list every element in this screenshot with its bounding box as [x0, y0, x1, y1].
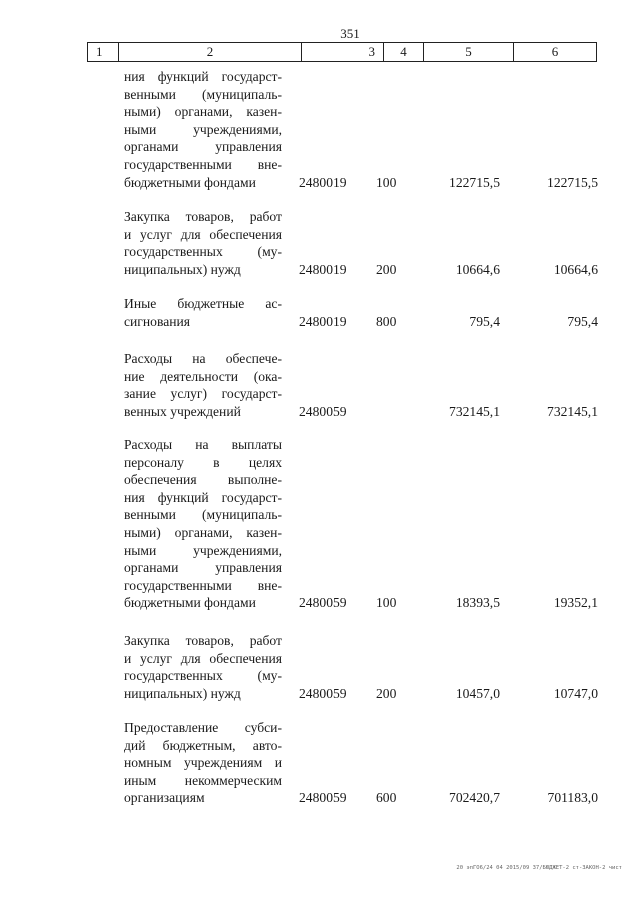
row-description [124, 350, 282, 420]
row-amount-col5: 10664,6 [455, 261, 500, 277]
row-amount-col5: 795,4 [469, 313, 500, 329]
column-header-row [87, 42, 597, 62]
row-expense-type: 200 [376, 261, 397, 277]
row-code: 2480019 [299, 174, 347, 190]
column-header-2: 2 [119, 43, 302, 61]
row-description-line: государственных (му- [124, 244, 282, 260]
row-description-line: государственными вне- [124, 577, 282, 593]
row-description-line: ния функций государст- [124, 489, 282, 505]
row-amount-col6: 701183,0 [547, 790, 598, 806]
row-code: 2480059 [299, 685, 347, 701]
row-description-line: и услуг для обеспечения [124, 650, 282, 666]
column-header-4: 4 [384, 43, 424, 61]
row-description-line: Предоставление субси- [124, 720, 282, 735]
row-description-line: ными) органами, казен- [124, 524, 282, 540]
row-expense-type: 800 [376, 313, 397, 329]
row-amount-col6: 19352,1 [553, 595, 598, 611]
row-description [124, 436, 282, 612]
row-expense-type: 600 [376, 790, 397, 806]
row-description [124, 295, 282, 330]
row-description-line: сигнования [124, 313, 191, 329]
row-code: 2480059 [299, 790, 347, 806]
footer-stamp: 20 эпГО6/24 04 2015/09 37/БЮДЖЕТ-2 ст-ЗАКОН-2 чист [456, 865, 622, 871]
row-amount-col6: 795,4 [567, 313, 598, 329]
row-description-line: дий бюджетным, авто- [124, 737, 282, 753]
row-description-line: венными (муниципаль- [124, 86, 282, 102]
row-amount-col6: 122715,5 [547, 174, 598, 190]
row-description-line: обеспечения выполне- [124, 472, 282, 488]
column-header-3: 3 [302, 43, 384, 61]
row-code: 2480059 [299, 595, 347, 611]
row-description [124, 719, 282, 807]
row-amount-col5: 18393,5 [455, 595, 500, 611]
row-description-line: Расходы на обеспече- [124, 351, 282, 366]
row-description-line: номным учреждениям и [124, 755, 282, 771]
row-description-line: ными учреждениями, [124, 542, 282, 558]
row-description-line: зание услуг) государст- [124, 386, 282, 402]
row-description-line: иным некоммерческим [124, 772, 282, 788]
row-description-line: ниципальных) нужд [124, 685, 241, 701]
row-description-line: ными) органами, казен- [124, 104, 282, 120]
row-description-line: и услуг для обеспечения [124, 226, 282, 242]
row-description-line: персоналу в целях [124, 454, 282, 470]
row-amount-col6: 10664,6 [553, 261, 598, 277]
row-description-line: Иные бюджетные ас- [124, 296, 282, 311]
row-description-line: ния функций государст- [124, 69, 282, 84]
row-amount-col5: 732145,1 [449, 403, 500, 419]
row-amount-col6: 732145,1 [547, 403, 598, 419]
row-amount-col5: 702420,7 [449, 790, 500, 806]
row-description-line: Расходы на выплаты [124, 437, 282, 452]
row-description-line: ние деятельности (ока- [124, 368, 282, 384]
row-code: 2480059 [299, 403, 347, 419]
row-amount-col5: 10457,0 [455, 685, 500, 701]
row-expense-type: 100 [376, 595, 397, 611]
row-description-line: государственных (му- [124, 668, 282, 684]
page-number: 351 [340, 26, 360, 41]
row-description [124, 68, 282, 191]
row-description-line: Закупка товаров, работ [124, 633, 282, 648]
row-description-line: ниципальных) нужд [124, 261, 241, 277]
row-description-line: органами управления [124, 139, 282, 155]
row-amount-col5: 122715,5 [449, 174, 500, 190]
row-description-line: Закупка товаров, работ [124, 209, 282, 224]
row-description-line: организациям [124, 790, 205, 806]
row-description-line: венных учреждений [124, 403, 241, 419]
row-expense-type: 200 [376, 685, 397, 701]
row-code: 2480019 [299, 313, 347, 329]
column-header-5: 5 [424, 43, 514, 61]
column-header-1: 1 [88, 43, 119, 61]
row-amount-col6: 10747,0 [553, 685, 598, 701]
row-code: 2480019 [299, 261, 347, 277]
column-header-6: 6 [551, 44, 559, 59]
row-description-line: органами управления [124, 560, 282, 576]
row-description [124, 632, 282, 702]
row-description-line: венными (муниципаль- [124, 507, 282, 523]
row-description [124, 208, 282, 278]
row-description-line: бюджетными фондами [124, 595, 256, 611]
row-expense-type: 100 [376, 174, 397, 190]
row-description-line: бюджетными фондами [124, 174, 256, 190]
row-description-line: ными учреждениями, [124, 121, 282, 137]
row-description-line: государственными вне- [124, 156, 282, 172]
